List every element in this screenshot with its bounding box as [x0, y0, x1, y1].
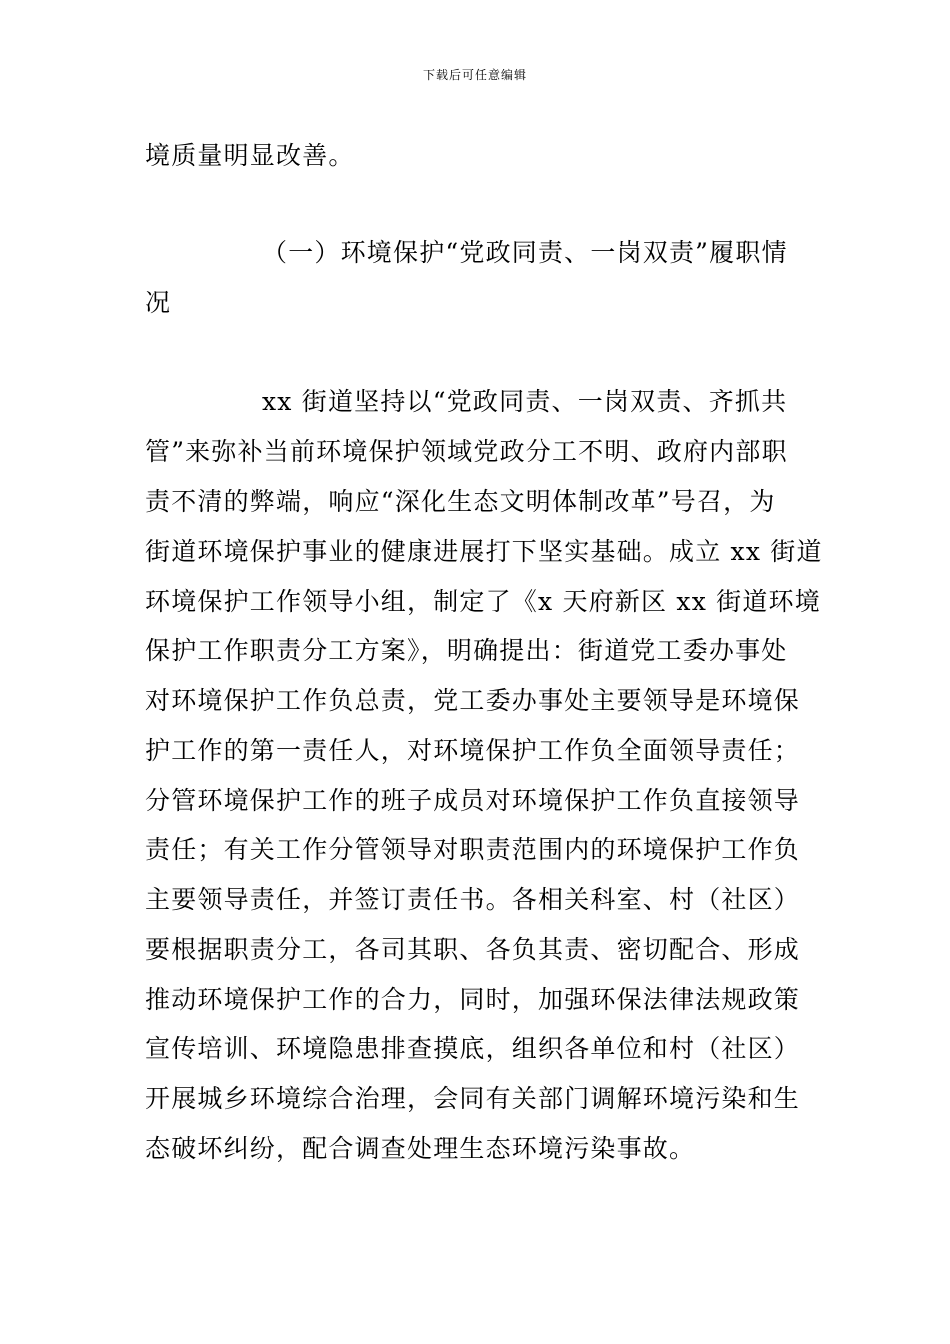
section-heading-cont: 况	[145, 288, 172, 317]
paragraph-line: 街道环境保护事业的健康进展打下坚实基础。成立 xx 街道	[145, 537, 823, 566]
paragraph-line: 对环境保护工作负总责，党工委办事处主要领导是环境保	[145, 686, 801, 715]
paragraph-line: xx 街道坚持以“党政同责、一岗双责、齐抓共	[262, 387, 788, 416]
paragraph-line: 责不清的弊端，响应“深化生态文明体制改革”号召，为	[145, 487, 776, 516]
paragraph-line: 保护工作职责分工方案》，明确提出：街道党工委办事处	[145, 636, 788, 665]
paragraph-line: 环境保护工作领导小组，制定了《x 天府新区 xx 街道环境	[145, 587, 821, 616]
paragraph-line: 开展城乡环境综合治理，会同有关部门调解环境污染和生	[145, 1084, 801, 1113]
paragraph-line: 主要领导责任，并签订责任书。各相关科室、村（社区）	[145, 885, 801, 914]
paragraph-line: 宣传培训、环境隐患排查摸底，组织各单位和村（社区）	[145, 1034, 801, 1063]
paragraph-line: 责任；有关工作分管领导对职责范围内的环境保护工作负	[145, 835, 801, 864]
paragraph-line: 态破坏纠纷，配合调查处理生态环境污染事故。	[145, 1134, 696, 1163]
paragraph-line: 分管环境保护工作的班子成员对环境保护工作负直接领导	[145, 786, 801, 815]
paragraph-line: 要根据职责分工，各司其职、各负其责、密切配合、形成	[145, 935, 801, 964]
section-heading: （一）环境保护“党政同责、一岗双责”履职情	[262, 238, 788, 267]
paragraph-line: 推动环境保护工作的合力，同时，加强环保法律法规政策	[145, 985, 801, 1014]
paragraph-line: 管”来弥补当前环境保护领域党政分工不明、政府内部职	[145, 437, 788, 466]
body-line: 境质量明显改善。	[145, 141, 355, 170]
paragraph-line: 护工作的第一责任人，对环境保护工作负全面领导责任；	[145, 736, 801, 765]
header-note: 下载后可任意编辑	[422, 68, 527, 82]
